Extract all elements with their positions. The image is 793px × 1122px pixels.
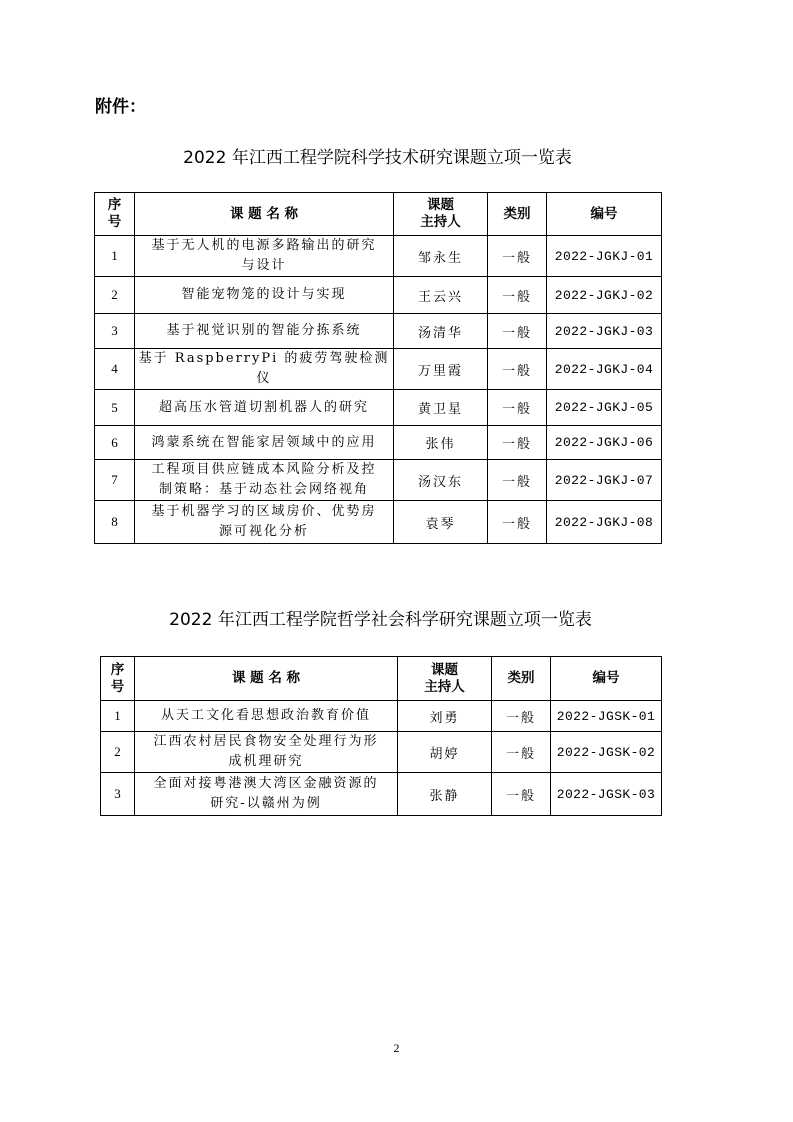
cell-index: 1 bbox=[95, 236, 135, 277]
cell-code: 2022-JGSK-03 bbox=[551, 773, 662, 816]
cell-host: 袁琴 bbox=[394, 501, 488, 544]
table-row bbox=[95, 390, 662, 426]
cell-code: 2022-JGKJ-04 bbox=[547, 349, 662, 390]
cell-host: 邹永生 bbox=[394, 236, 488, 277]
cell-code: 2022-JGKJ-07 bbox=[547, 460, 662, 501]
social-science-project-table bbox=[100, 656, 662, 816]
cell-project-name: 从天工文化看思想政治教育价值 bbox=[135, 701, 398, 732]
cell-project-name: 超高压水管道切割机器人的研究 bbox=[135, 390, 394, 426]
header-project-name: 课 题 名 称 bbox=[135, 193, 394, 236]
table-row bbox=[95, 426, 662, 460]
cell-category: 一般 bbox=[492, 732, 551, 773]
cell-code: 2022-JGSK-01 bbox=[551, 701, 662, 732]
cell-category: 一般 bbox=[488, 426, 547, 460]
cell-project-name: 工程项目供应链成本风险分析及控 制策略：基于动态社会网络视角 bbox=[135, 460, 394, 501]
cell-project-name: 智能宠物笼的设计与实现 bbox=[135, 277, 394, 314]
table-row bbox=[95, 460, 662, 501]
cell-host: 胡婷 bbox=[398, 732, 492, 773]
cell-host: 王云兴 bbox=[394, 277, 488, 314]
header-index: 序 号 bbox=[95, 193, 135, 236]
cell-category: 一般 bbox=[492, 701, 551, 732]
cell-host: 张伟 bbox=[394, 426, 488, 460]
page-number: 2 bbox=[393, 1041, 400, 1055]
cell-code: 2022-JGKJ-01 bbox=[547, 236, 662, 277]
header-code: 编号 bbox=[547, 193, 662, 236]
table-row bbox=[101, 732, 662, 773]
table-row bbox=[95, 314, 662, 349]
header-host: 课题 主持人 bbox=[398, 657, 492, 701]
cell-index: 3 bbox=[101, 773, 135, 816]
cell-index: 7 bbox=[95, 460, 135, 501]
cell-category: 一般 bbox=[488, 314, 547, 349]
table-row bbox=[95, 277, 662, 314]
cell-project-name: 江西农村居民食物安全处理行为形 成机理研究 bbox=[135, 732, 398, 773]
cell-project-name: 基于机器学习的区域房价、优势房 源可视化分析 bbox=[135, 501, 394, 544]
table-header-row bbox=[95, 193, 662, 236]
science-project-table bbox=[94, 192, 662, 544]
cell-project-name: 鸿蒙系统在智能家居领域中的应用 bbox=[135, 426, 394, 460]
cell-category: 一般 bbox=[492, 773, 551, 816]
cell-index: 2 bbox=[95, 277, 135, 314]
cell-host: 万里霞 bbox=[394, 349, 488, 390]
cell-category: 一般 bbox=[488, 349, 547, 390]
table-row bbox=[95, 501, 662, 544]
cell-category: 一般 bbox=[488, 236, 547, 277]
cell-category: 一般 bbox=[488, 501, 547, 544]
cell-code: 2022-JGKJ-03 bbox=[547, 314, 662, 349]
cell-host: 汤清华 bbox=[394, 314, 488, 349]
cell-index: 3 bbox=[95, 314, 135, 349]
cell-index: 2 bbox=[101, 732, 135, 773]
cell-code: 2022-JGSK-02 bbox=[551, 732, 662, 773]
table-title-science: 2022 年江西工程学院科学技术研究课题立项一览表 bbox=[183, 148, 572, 168]
header-category: 类别 bbox=[492, 657, 551, 701]
header-category: 类别 bbox=[488, 193, 547, 236]
cell-project-name: 基于视觉识别的智能分拣系统 bbox=[135, 314, 394, 349]
cell-project-name: 基于 RaspberryPi 的疲劳驾驶检测 仪 bbox=[135, 349, 394, 390]
cell-host: 刘勇 bbox=[398, 701, 492, 732]
table-row bbox=[101, 701, 662, 732]
table-title-social-science: 2022 年江西工程学院哲学社会科学研究课题立项一览表 bbox=[169, 610, 592, 630]
cell-category: 一般 bbox=[488, 277, 547, 314]
header-code: 编号 bbox=[551, 657, 662, 701]
cell-code: 2022-JGKJ-08 bbox=[547, 501, 662, 544]
cell-code: 2022-JGKJ-05 bbox=[547, 390, 662, 426]
cell-host: 汤汉东 bbox=[394, 460, 488, 501]
cell-category: 一般 bbox=[488, 460, 547, 501]
cell-index: 1 bbox=[101, 701, 135, 732]
cell-index: 4 bbox=[95, 349, 135, 390]
cell-host: 黄卫星 bbox=[394, 390, 488, 426]
table-row bbox=[95, 349, 662, 390]
cell-index: 5 bbox=[95, 390, 135, 426]
cell-project-name: 基于无人机的电源多路输出的研究 与设计 bbox=[135, 236, 394, 277]
table-row bbox=[101, 773, 662, 816]
cell-code: 2022-JGKJ-02 bbox=[547, 277, 662, 314]
attachment-label: 附件： bbox=[95, 97, 146, 117]
header-host: 课题 主持人 bbox=[394, 193, 488, 236]
table-row bbox=[95, 236, 662, 277]
header-index: 序 号 bbox=[101, 657, 135, 701]
cell-index: 8 bbox=[95, 501, 135, 544]
cell-category: 一般 bbox=[488, 390, 547, 426]
cell-project-name: 全面对接粤港澳大湾区金融资源的 研究-以赣州为例 bbox=[135, 773, 398, 816]
cell-code: 2022-JGKJ-06 bbox=[547, 426, 662, 460]
cell-host: 张静 bbox=[398, 773, 492, 816]
header-project-name: 课 题 名 称 bbox=[135, 657, 398, 701]
cell-index: 6 bbox=[95, 426, 135, 460]
table-header-row bbox=[101, 657, 662, 701]
